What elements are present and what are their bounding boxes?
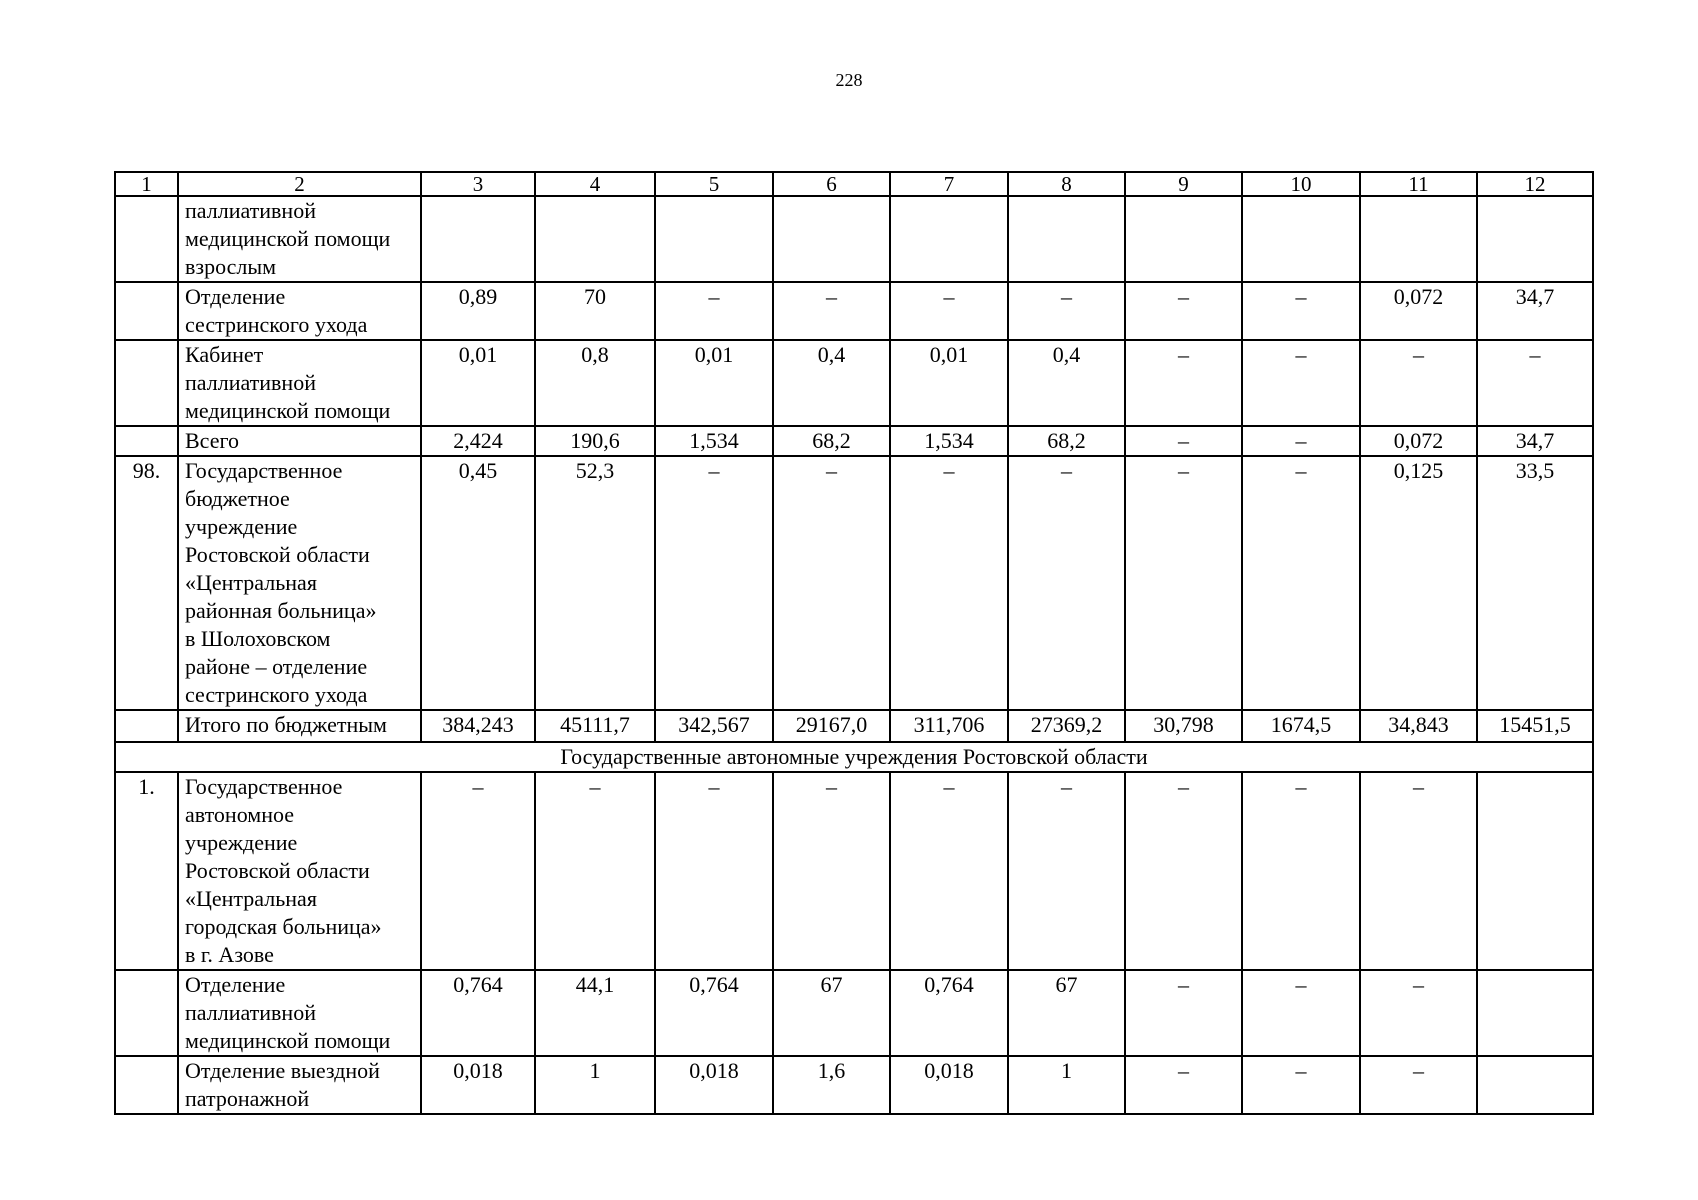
column-number: 1 (115, 172, 178, 196)
value-cell: – (1360, 772, 1477, 970)
value-cell: 0,018 (655, 1056, 773, 1114)
row-number (115, 1056, 178, 1114)
value-cell: 0,018 (890, 1056, 1008, 1114)
value-cell (1477, 772, 1593, 970)
value-cell (1477, 196, 1593, 282)
value-cell (1125, 196, 1242, 282)
value-cell (773, 196, 890, 282)
column-number: 4 (535, 172, 655, 196)
value-cell: – (1008, 282, 1125, 340)
table-row (115, 426, 1593, 456)
value-cell: – (773, 456, 890, 710)
value-cell: – (421, 772, 535, 970)
value-cell: 0,89 (421, 282, 535, 340)
value-cell: – (1125, 456, 1242, 710)
value-cell: – (655, 282, 773, 340)
column-number: 11 (1360, 172, 1477, 196)
page-number: 228 (835, 70, 863, 90)
table-row (115, 772, 1593, 970)
value-cell: – (535, 772, 655, 970)
value-cell: 0,764 (421, 970, 535, 1056)
value-cell (421, 196, 535, 282)
table-row (115, 340, 1593, 426)
value-cell (890, 196, 1008, 282)
value-cell: 44,1 (535, 970, 655, 1056)
value-cell: 68,2 (1008, 426, 1125, 456)
value-cell: – (1125, 1056, 1242, 1114)
value-cell: 30,798 (1125, 710, 1242, 742)
value-cell: – (773, 772, 890, 970)
value-cell: – (1242, 970, 1360, 1056)
row-number (115, 970, 178, 1056)
value-cell: – (1360, 970, 1477, 1056)
value-cell: 34,843 (1360, 710, 1477, 742)
value-cell: – (1242, 456, 1360, 710)
value-cell: – (1360, 340, 1477, 426)
value-cell: 1 (535, 1056, 655, 1114)
column-number-row (115, 172, 1593, 196)
value-cell: – (890, 282, 1008, 340)
column-number: 12 (1477, 172, 1593, 196)
value-cell: – (1125, 426, 1242, 456)
value-cell (1242, 196, 1360, 282)
value-cell (1360, 196, 1477, 282)
column-number: 8 (1008, 172, 1125, 196)
table-row (115, 456, 1593, 710)
row-name: паллиативной медицинской помощи взрослым (178, 196, 421, 282)
row-name: Итого по бюджетным (178, 710, 421, 742)
row-name: Всего (178, 426, 421, 456)
value-cell: 34,7 (1477, 426, 1593, 456)
section-row (115, 742, 1593, 772)
value-cell: 0,4 (773, 340, 890, 426)
value-cell: – (1242, 340, 1360, 426)
table-row (115, 970, 1593, 1056)
value-cell: 1,6 (773, 1056, 890, 1114)
value-cell: 0,764 (890, 970, 1008, 1056)
value-cell: 1 (1008, 1056, 1125, 1114)
value-cell: 52,3 (535, 456, 655, 710)
column-number: 3 (421, 172, 535, 196)
row-name: Отделение паллиативной медицинской помощи (178, 970, 421, 1056)
column-number: 10 (1242, 172, 1360, 196)
table-row (115, 710, 1593, 742)
value-cell (1008, 196, 1125, 282)
value-cell (535, 196, 655, 282)
value-cell: 0,8 (535, 340, 655, 426)
value-cell: – (655, 456, 773, 710)
column-number: 5 (655, 172, 773, 196)
row-number (115, 282, 178, 340)
row-number (115, 340, 178, 426)
value-cell (655, 196, 773, 282)
value-cell (1477, 1056, 1593, 1114)
value-cell: – (890, 772, 1008, 970)
row-number (115, 710, 178, 742)
value-cell: 67 (1008, 970, 1125, 1056)
value-cell: – (1125, 970, 1242, 1056)
value-cell: 0,072 (1360, 282, 1477, 340)
value-cell: 342,567 (655, 710, 773, 742)
value-cell: 33,5 (1477, 456, 1593, 710)
value-cell: 70 (535, 282, 655, 340)
value-cell: 1,534 (655, 426, 773, 456)
row-number (115, 196, 178, 282)
row-number: 1. (115, 772, 178, 970)
value-cell (1477, 970, 1593, 1056)
value-cell: – (1242, 282, 1360, 340)
value-cell: 0,4 (1008, 340, 1125, 426)
value-cell: – (1242, 426, 1360, 456)
row-number: 98. (115, 456, 178, 710)
row-number (115, 426, 178, 456)
value-cell: – (1242, 772, 1360, 970)
column-number: 2 (178, 172, 421, 196)
value-cell: – (773, 282, 890, 340)
value-cell: 384,243 (421, 710, 535, 742)
row-name: Отделение выездной патронажной (178, 1056, 421, 1114)
value-cell: – (1008, 456, 1125, 710)
row-name: Отделение сестринского ухода (178, 282, 421, 340)
value-cell: 0,01 (890, 340, 1008, 426)
value-cell: 311,706 (890, 710, 1008, 742)
value-cell: – (655, 772, 773, 970)
table-row (115, 1056, 1593, 1114)
value-cell: 2,424 (421, 426, 535, 456)
value-cell: 0,01 (421, 340, 535, 426)
value-cell: 0,45 (421, 456, 535, 710)
value-cell: 68,2 (773, 426, 890, 456)
row-name: Государственное автономное учреждение Ростовской области «Центральная городская больница» в г. Азове (178, 772, 421, 970)
value-cell: – (1125, 282, 1242, 340)
value-cell: – (1477, 340, 1593, 426)
column-number: 6 (773, 172, 890, 196)
value-cell: 0,072 (1360, 426, 1477, 456)
row-name: Кабинет паллиативной медицинской помощи (178, 340, 421, 426)
value-cell: 27369,2 (1008, 710, 1125, 742)
value-cell: 0,125 (1360, 456, 1477, 710)
value-cell: 1674,5 (1242, 710, 1360, 742)
value-cell: 190,6 (535, 426, 655, 456)
data-table (114, 171, 1594, 1115)
value-cell: 67 (773, 970, 890, 1056)
value-cell: 0,018 (421, 1056, 535, 1114)
value-cell: – (1242, 1056, 1360, 1114)
column-number: 7 (890, 172, 1008, 196)
value-cell: 34,7 (1477, 282, 1593, 340)
value-cell: 0,01 (655, 340, 773, 426)
value-cell: – (1008, 772, 1125, 970)
value-cell: 45111,7 (535, 710, 655, 742)
column-number: 9 (1125, 172, 1242, 196)
value-cell: – (1125, 340, 1242, 426)
value-cell: – (1125, 772, 1242, 970)
value-cell: – (890, 456, 1008, 710)
value-cell: 0,764 (655, 970, 773, 1056)
section-title: Государственные автономные учреждения Ростовской области (115, 742, 1593, 772)
table-row (115, 282, 1593, 340)
value-cell: – (1360, 1056, 1477, 1114)
row-name: Государственное бюджетное учреждение Ростовской области «Центральная районная больница» в Шолоховском районе – отделение сестринского ухода (178, 456, 421, 710)
table-row (115, 196, 1593, 282)
value-cell: 1,534 (890, 426, 1008, 456)
value-cell: 15451,5 (1477, 710, 1593, 742)
value-cell: 29167,0 (773, 710, 890, 742)
